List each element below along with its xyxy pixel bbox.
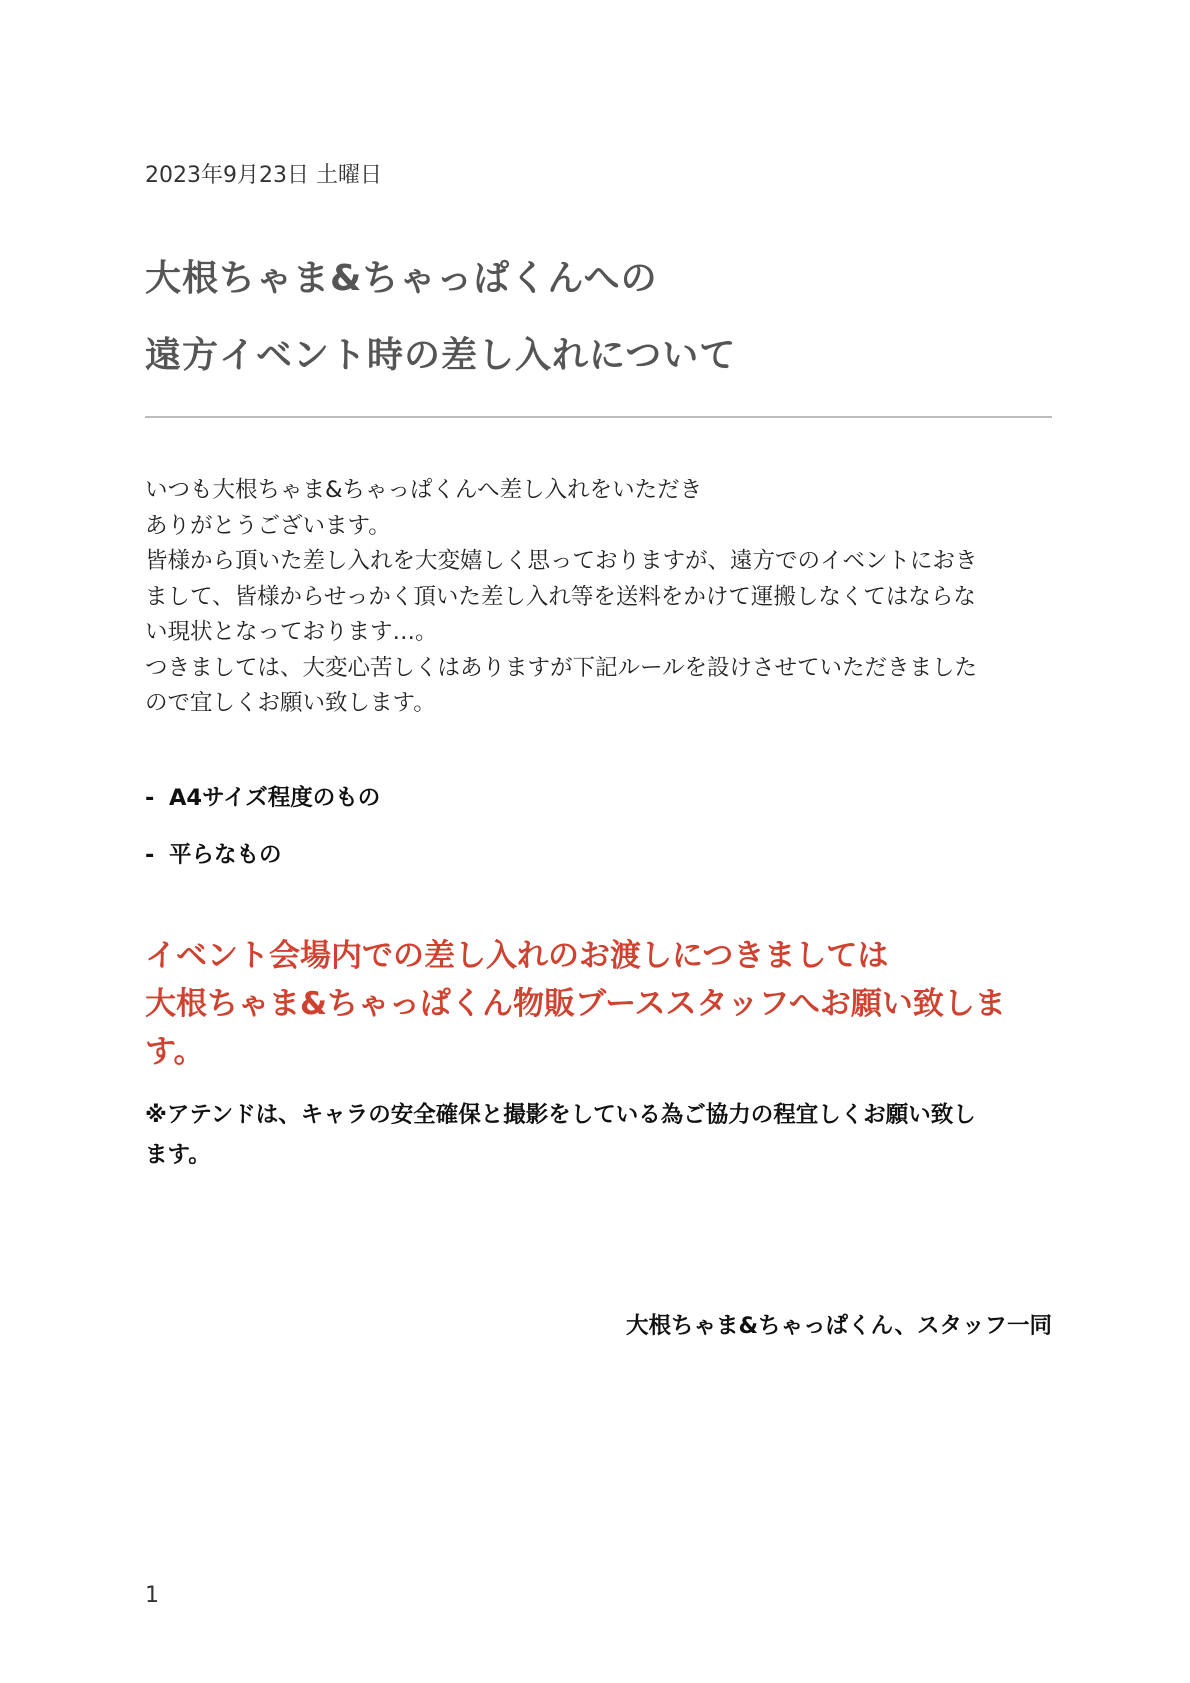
rule-dash: - [145, 842, 155, 868]
page-number: 1 [145, 1583, 159, 1608]
body-line: 皆様から頂いた差し入れを大変嬉しく思っておりますが、遠方でのイベントにおき [145, 548, 978, 574]
body-line: いつも大根ちゃま&ちゃっぱくんへ差し入れをいただき [145, 477, 703, 503]
notice-line: イベント会場内での差し入れのお渡しにつきましては [145, 938, 889, 974]
title-line-2: 遠方イベント時の差し入れについて [145, 335, 737, 376]
note-line: ます。 [145, 1142, 211, 1168]
body-line: ので宜しくお願い致します。 [145, 690, 436, 716]
rule-item-flat [145, 837, 282, 869]
title-line-1: 大根ちゃま&ちゃっぱくんへの [145, 258, 658, 299]
document-date: 2023年9月23日 土曜日 [145, 163, 382, 188]
body-text [145, 473, 1055, 722]
rule-text: A4サイズ程度のもの [169, 785, 381, 811]
note-line: ※アテンドは、キャラの安全確保と撮影をしている為ご協力の程宜しくお願い致し [145, 1102, 976, 1128]
notice-line: す。 [145, 1034, 205, 1070]
red-notice [145, 932, 1055, 1076]
body-line: い現状となっております…。 [145, 619, 438, 645]
signature: 大根ちゃま&ちゃっぱくん、スタッフ一同 [626, 1313, 1052, 1339]
attend-note [145, 1095, 1055, 1175]
body-line: ありがとうございます。 [145, 512, 391, 539]
rule-item-a4-size [145, 780, 380, 812]
notice-line: 大根ちゃま&ちゃっぱくん物販ブーススタッフへお願い致しま [145, 986, 1006, 1022]
body-line: まして、皆様からせっかく頂いた差し入れ等を送料をかけて運搬しなくてはならな [145, 583, 976, 610]
rule-text: 平らなもの [169, 842, 282, 868]
body-line: つきましては、大変心苦しくはありますが下記ルールを設けさせていただきました [145, 654, 978, 681]
rule-dash: - [145, 785, 155, 811]
title-divider [145, 416, 1052, 418]
